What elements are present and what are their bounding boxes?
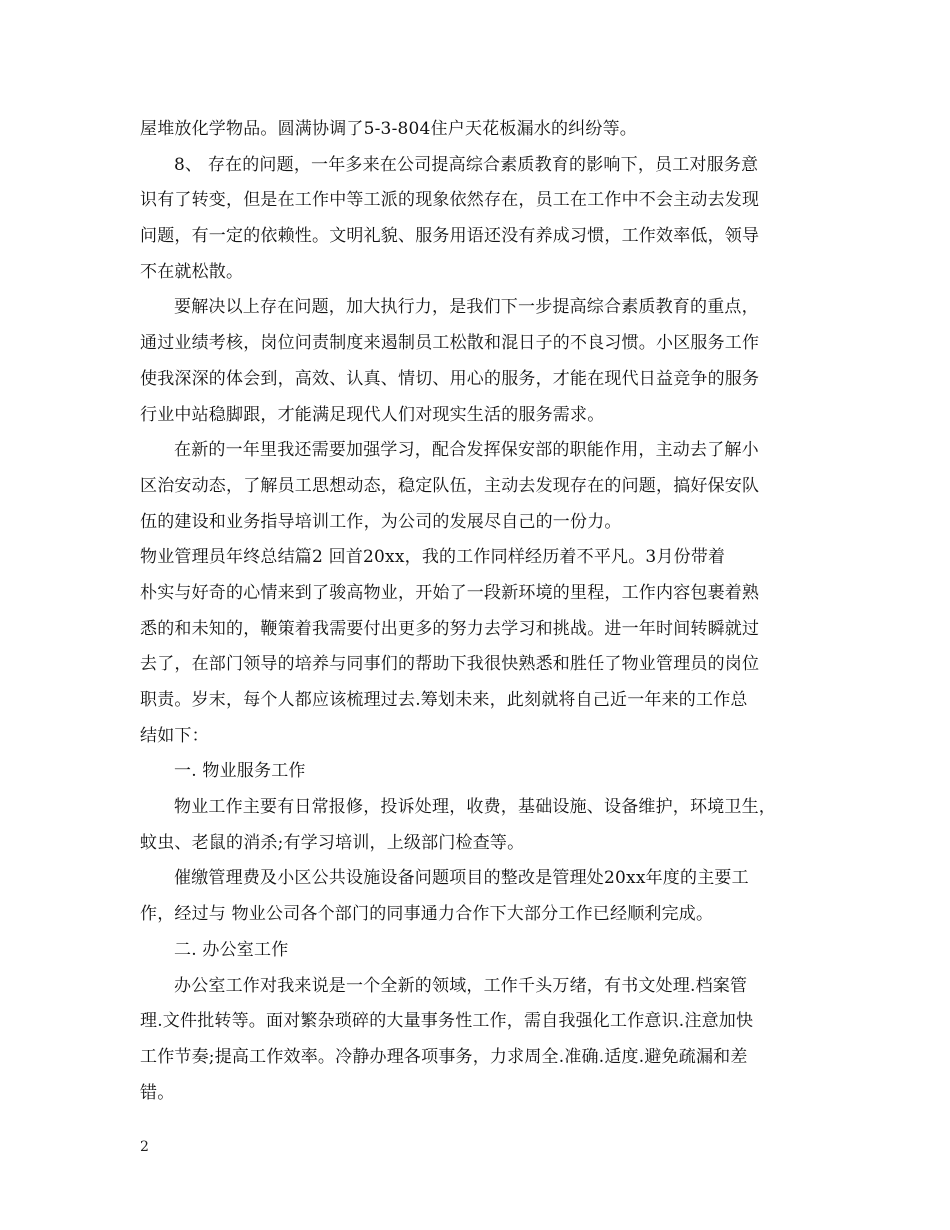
text-line: 催缴管理费及小区公共设施设备问题项目的整改是管理处20xx年度的主要工 (174, 868, 749, 889)
page-number: 2 (140, 1139, 149, 1155)
text-line: 行业中站稳脚跟，才能满足现代人们对现实生活的服务需求。 (140, 404, 605, 425)
text-line: 物业管理员年终总结篇2 回首20xx，我的工作同样经历着不平凡。3月份带着 (140, 547, 726, 568)
text-line: 悉的和未知的，鞭策着我需要付出更多的努力去学习和挑战。进一年时间转瞬就过 (140, 618, 760, 639)
text-line: 屋堆放化学物品。圆满协调了5-3-804住户天花板漏水的纠纷等。 (140, 119, 637, 139)
text-line: 去了，在部门领导的培养与同事们的帮助下我很快熟悉和胜任了物业管理员的岗位 (140, 654, 760, 675)
text-line: 8、 存在的问题，一年多来在公司提高综合素质教育的影响下，员工对服务意 (174, 154, 759, 175)
document-body (140, 112, 824, 1111)
text-line: 错。 (140, 1082, 175, 1103)
text-line: 作，经过与 物业公司各个部门的同事通力合作下大部分工作已经顺利完成。 (140, 904, 714, 925)
text-line: 识有了转变，但是在工作中等工派的现象依然存在，员工在工作中不会主动去发现 (140, 190, 760, 211)
text-line: 一. 物业服务工作 (174, 761, 306, 782)
text-line: 区治安动态，了解员工思想动态，稳定队伍，主动去发现存在的问题，搞好保安队 (140, 475, 760, 496)
text-line: 结如下： (140, 725, 209, 746)
text-line: 办公室工作对我来说是一个全新的领域，工作千头万绪，有书文处理.档案管 (174, 975, 748, 996)
text-line: 伍的建设和业务指导培训工作，为公司的发展尽自己的一份力。 (140, 511, 622, 532)
text-line: 职责。岁末，每个人都应该梳理过去.筹划未来，此刻就将自己近一年来的工作总 (140, 690, 748, 710)
text-line: 要解决以上存在问题，加大执行力，是我们下一步提高综合素质教育的重点， (174, 297, 759, 318)
text-line: 朴实与好奇的心情来到了骏高物业，开始了一段新环境的里程，工作内容包裹着熟 (140, 582, 760, 603)
text-line: 蚊虫、老鼠的消杀;有学习培训，上级部门检查等。 (140, 832, 525, 853)
text-line: 问题，有一定的依赖性。文明礼貌、服务用语还没有养成习惯，工作效率低，领导 (140, 226, 760, 247)
text-line: 通过业绩考核，岗位问责制度来遏制员工松散和混日子的不良习惯。小区服务工作 (140, 333, 760, 354)
text-line: 不在就松散。 (140, 261, 244, 282)
text-line: 物业工作主要有日常报修，投诉处理，收费，基础设施、设备维护，环境卫生， (174, 797, 776, 818)
text-line: 理.文件批转等。面对繁杂琐碎的大量事务性工作，需自我强化工作意识.注意加快 (140, 1011, 754, 1032)
text-line: 在新的一年里我还需要加强学习，配合发挥保安部的职能作用，主动去了解小 (174, 440, 759, 461)
text-line: 二. 办公室工作 (174, 939, 289, 960)
text-line: 使我深深的体会到，高效、认真、情切、用心的服务，才能在现代日益竞争的服务 (140, 368, 760, 389)
text-line: 工作节奏;提高工作效率。冷静办理各项事务，力求周全.准确.适度.避免疏漏和差 (140, 1046, 748, 1067)
